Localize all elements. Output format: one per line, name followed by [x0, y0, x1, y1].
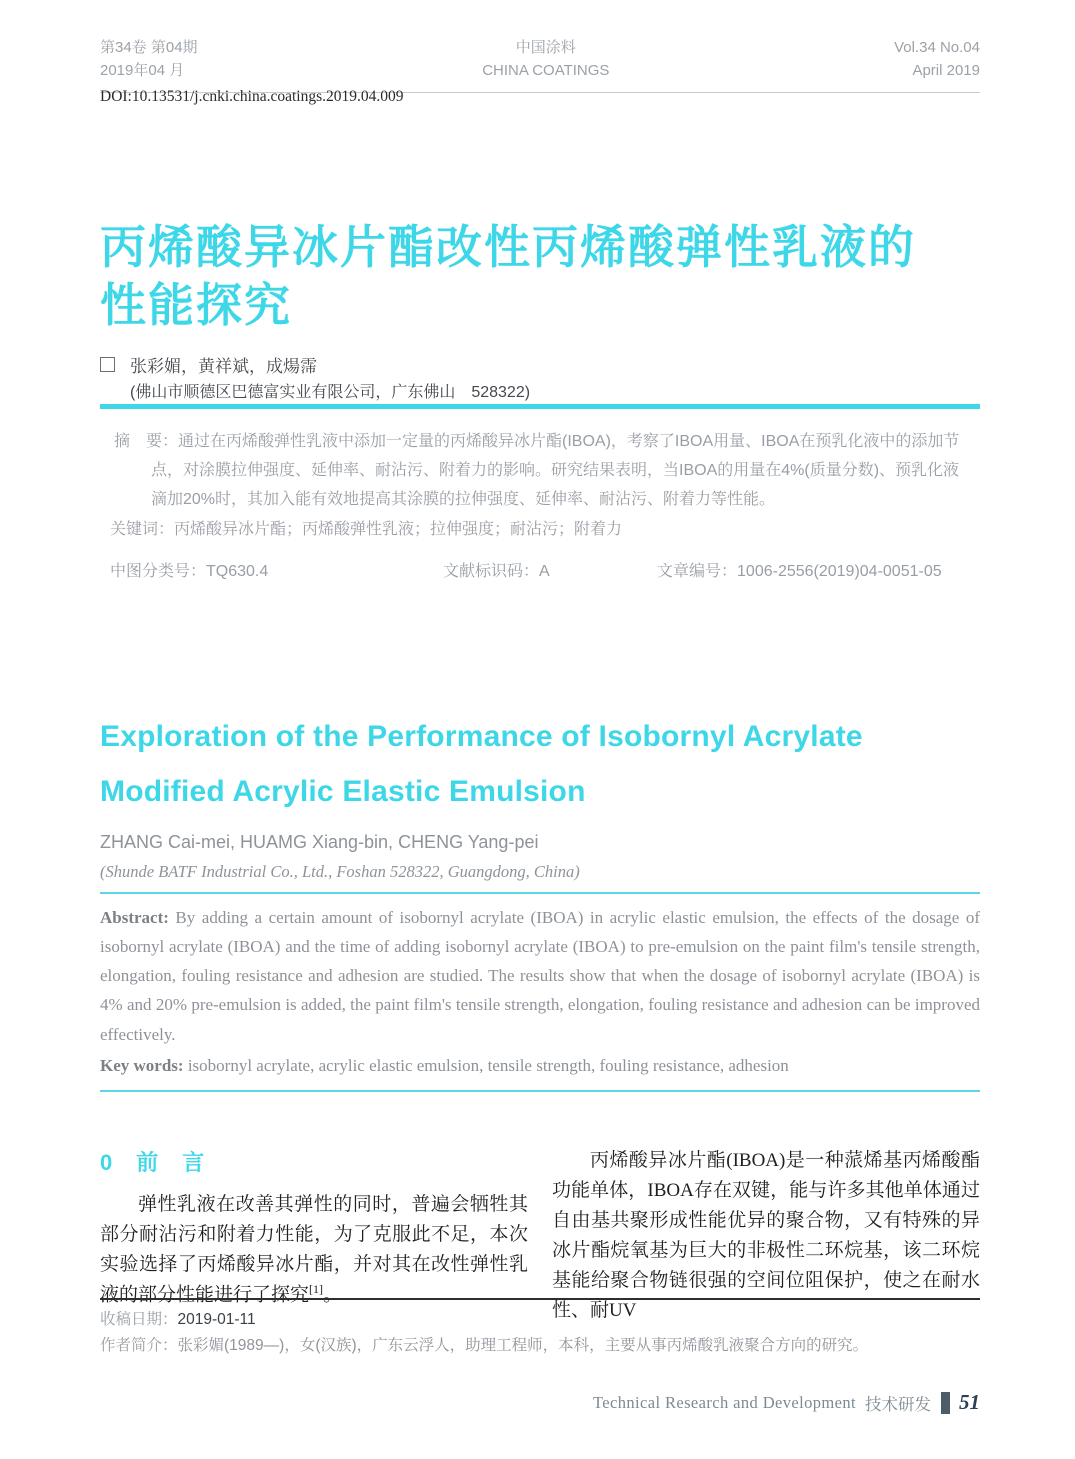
date-cn: 2019年04 月 [100, 62, 185, 80]
keywords-label-cn: 关键词： [110, 521, 175, 539]
page-footer [100, 1390, 980, 1415]
article-title-en [100, 710, 980, 820]
intro-paragraph-left: 弹性乳液在改善其弹性的同时，普遍会牺牲其部分耐沾污和附着力性能，为了克服此不足，本次实验选择了丙烯酸异冰片酯，并对其在改性弹性乳液的部分性能进行了探究[1]。 [100, 1194, 528, 1306]
keywords-text-en: isobornyl acrylate, acrylic elastic emulsion, tensile strength, fouling resistance, adhesion [183, 1055, 789, 1075]
issue-cn: 第34卷 第04期 [100, 39, 198, 56]
english-block [100, 710, 980, 1092]
affiliation-cn: (佛山市顺德区巴德富实业有限公司，广东佛山 528322) [130, 384, 531, 401]
author-marker-icon [100, 357, 115, 372]
journal-name-en: CHINA COATINGS [482, 62, 610, 80]
keywords-text-cn: 丙烯酸异冰片酯；丙烯酸弹性乳液；拉伸强度；耐沾污；附着力 [174, 521, 623, 539]
abstract-text-en: By adding a certain amount of isobornyl acrylate (IBOA) in acrylic elastic emulsion, the effects of the dosage of isobornyl acrylate (IBOA) and the time of adding isobornyl acrylate (IBOA) to pre-emulsion on the paint film's tensile strength, elongation, fouling resistance and adhesion are studied. The results show that when the dosage of isobornyl acrylate (IBOA) is 4% and 20% pre-emulsion is added, the paint film's tensile strength, elongation, fouling resistance and adhesion can be improved effectively. [100, 907, 980, 1044]
article-id: 文章编号：1006-2556(2019)04-0051-05 [657, 563, 942, 581]
article-title-cn-line2: 性能探究 [100, 279, 292, 332]
authors-row [100, 352, 980, 377]
journal-name-cn: 中国涂料 [515, 39, 576, 56]
date-en: April 2019 [912, 62, 980, 80]
section-heading: 0 前 言 [100, 1150, 206, 1175]
footer-bar-icon [941, 1392, 950, 1414]
page-number: 51 [959, 1390, 980, 1414]
authors-cn: 张彩媚，黄祥斌，成煬霈 [130, 357, 317, 376]
article-title-cn [100, 218, 980, 335]
accent-rule-thin-bottom [100, 1090, 980, 1092]
authors-en: ZHANG Cai-mei, HUAMG Xiang-bin, CHENG Yang-pei [100, 831, 539, 852]
footnotes [100, 1298, 980, 1359]
header-left [100, 36, 198, 83]
doi-line: DOI:10.13531/j.cnki.china.coatings.2019.04.009 [100, 88, 404, 105]
accent-rule-thin-top [100, 892, 980, 894]
footer-section-en: Technical Research and Development [592, 1392, 856, 1412]
classification-row [110, 558, 966, 587]
keywords-cn [110, 516, 966, 545]
abstract-block-cn [110, 428, 966, 587]
article-title-en-line2: Modified Acrylic Elastic Emulsion [100, 774, 586, 808]
keywords-en [100, 1051, 980, 1080]
abstract-text-cn: 通过在丙烯酸弹性乳液中添加一定量的丙烯酸异冰片酯(IBOA)，考察了IBOA用量、IBOA在预乳化液中的添加节点，对涂膜拉伸强度、延伸率、耐沾污、附着力的影响。研究结果表明，当IBOA的用量在4%(质量分数)、预乳化液滴加20%时，其加入能有效地提高其涂膜的拉伸强度、延伸率、耐沾污、附着力等性能。 [151, 433, 960, 508]
abstract-en [100, 903, 980, 1049]
header-right [894, 36, 980, 83]
keywords-label-en: Key words: [100, 1055, 184, 1075]
abstract-label-en: Abstract: [100, 907, 169, 927]
abstract-label-cn: 摘 要： [114, 433, 179, 450]
affiliation-en: (Shunde BATF Industrial Co., Ltd., Foshan 528322, Guangdong, China) [100, 861, 580, 881]
reference-marker: [1] [309, 1282, 324, 1297]
accent-rule-thick [100, 404, 980, 409]
intro-paragraph-right: 丙烯酸异冰片酯(IBOA)是一种蒎烯基丙烯酸酯功能单体，IBOA存在双键，能与许多其他单体通过自由基共聚形成性能优异的聚合物，又有特殊的异冰片酯烷氧基为巨大的非极性二环烷基，该二环烷基能给聚合物链很强的空间位阻保护，使之在耐水性、耐UV [552, 1150, 980, 1322]
author-bio-line: 作者简介：张彩媚(1989—)，女(汉族)，广东云浮人，助理工程师，本科，主要从事丙烯酸乳液聚合方向的研究。 [100, 1337, 869, 1355]
clc-number: 中图分类号：TQ630.4 [110, 563, 269, 581]
article-title-en-line1: Exploration of the Performance of Isobornyl Acrylate [100, 720, 863, 753]
journal-header [100, 36, 980, 93]
footer-section-cn: 技术研发 [865, 1395, 931, 1414]
article-title-cn-line1: 丙烯酸异冰片酯改性丙烯酸弹性乳液的 [100, 221, 916, 273]
header-center [482, 36, 609, 83]
received-date-line: 收稿日期：2019-01-11 [100, 1311, 256, 1328]
issue-en: Vol.34 No.04 [894, 39, 980, 56]
document-code: 文献标识码：A [443, 563, 550, 581]
abstract-cn [114, 428, 966, 514]
